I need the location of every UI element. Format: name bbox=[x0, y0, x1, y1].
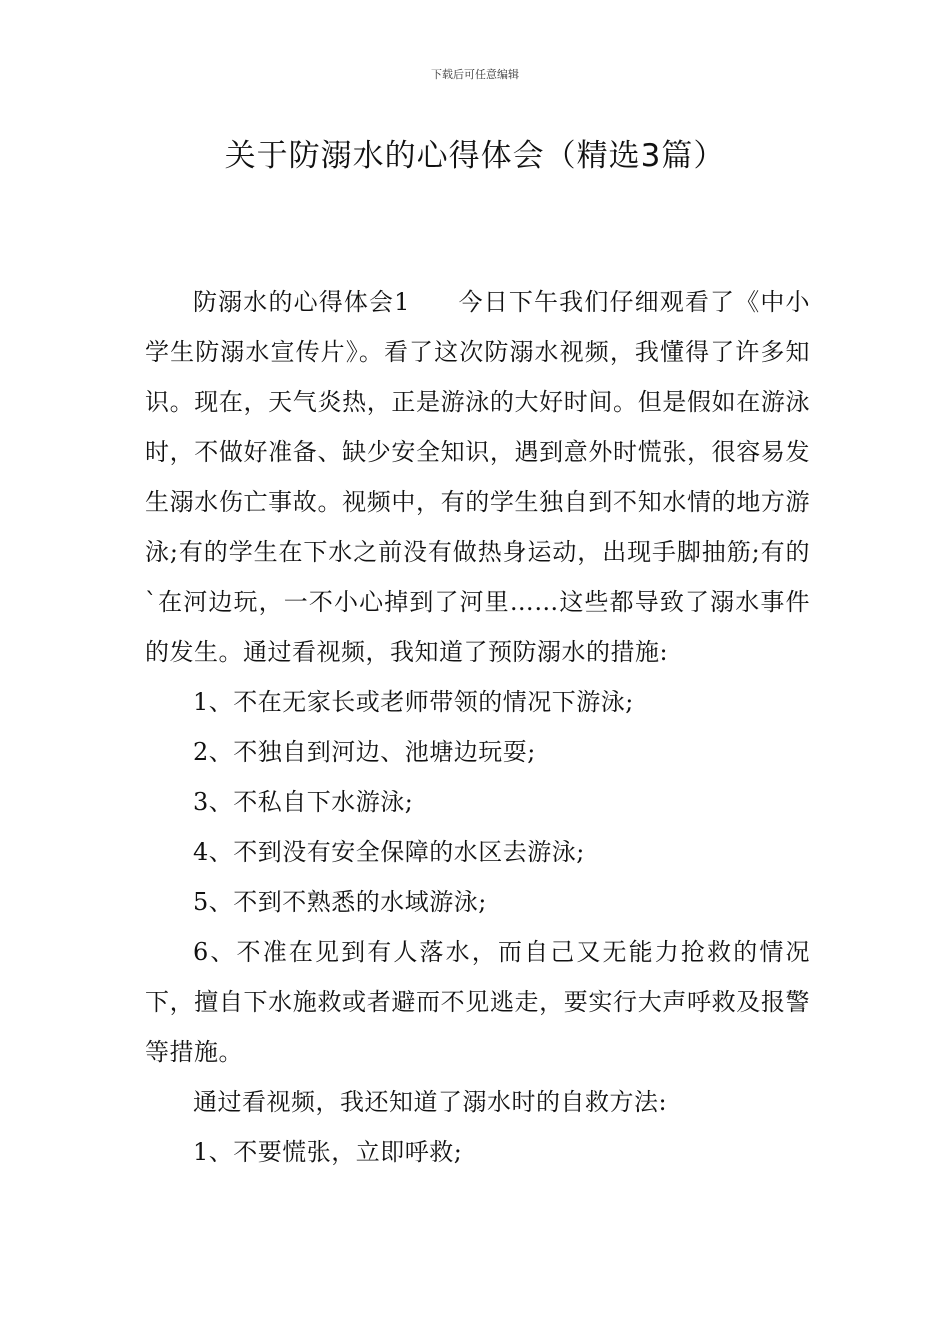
self-rescue-intro: 通过看视频，我还知道了溺水时的自救方法: bbox=[193, 1088, 668, 1116]
measure-item: 6、不准在见到有人落水，而自己又无能力抢救的情况下，擅自下水施救或者避而不见逃走，要实行大声呼救及报警等措施。 bbox=[145, 938, 810, 1066]
measure-item: 3、不私自下水游泳; bbox=[193, 788, 414, 816]
self-rescue-item: 1、不要慌张，立即呼救; bbox=[193, 1138, 463, 1166]
intro-paragraph bbox=[145, 277, 810, 677]
measure-item: 5、不到不熟悉的水域游泳; bbox=[193, 888, 487, 916]
measure-item: 4、不到没有安全保障的水区去游泳; bbox=[193, 838, 585, 866]
measure-item: 2、不独自到河边、池塘边玩耍; bbox=[193, 738, 536, 766]
section-heading: 防溺水的心得体会1 bbox=[193, 288, 410, 316]
intro-text: 今日下午我们仔细观看了《中小学生防溺水宣传片》。看了这次防溺水视频，我懂得了许多知识。现在，天气炎热，正是游泳的大好时间。但是假如在游泳时，不做好准备、缺少安全知识，遇到意外时慌张，很容易发生溺水伤亡事故。视频中，有的学生独自到不知水情的地方游泳;有的学生在下水之前没有做热身运动，出现手脚抽筋;有的`在河边玩，一不小心掉到了河里……这些都导致了溺水事件的发生。通过看视频，我知道了预防溺水的措施: bbox=[145, 288, 811, 666]
document-body bbox=[145, 277, 810, 1177]
page-header-note: 下载后可任意编辑 bbox=[431, 68, 519, 81]
document-title: 关于防溺水的心得体会（精选3篇） bbox=[224, 138, 726, 174]
measure-item: 1、不在无家长或老师带领的情况下游泳; bbox=[193, 688, 634, 716]
